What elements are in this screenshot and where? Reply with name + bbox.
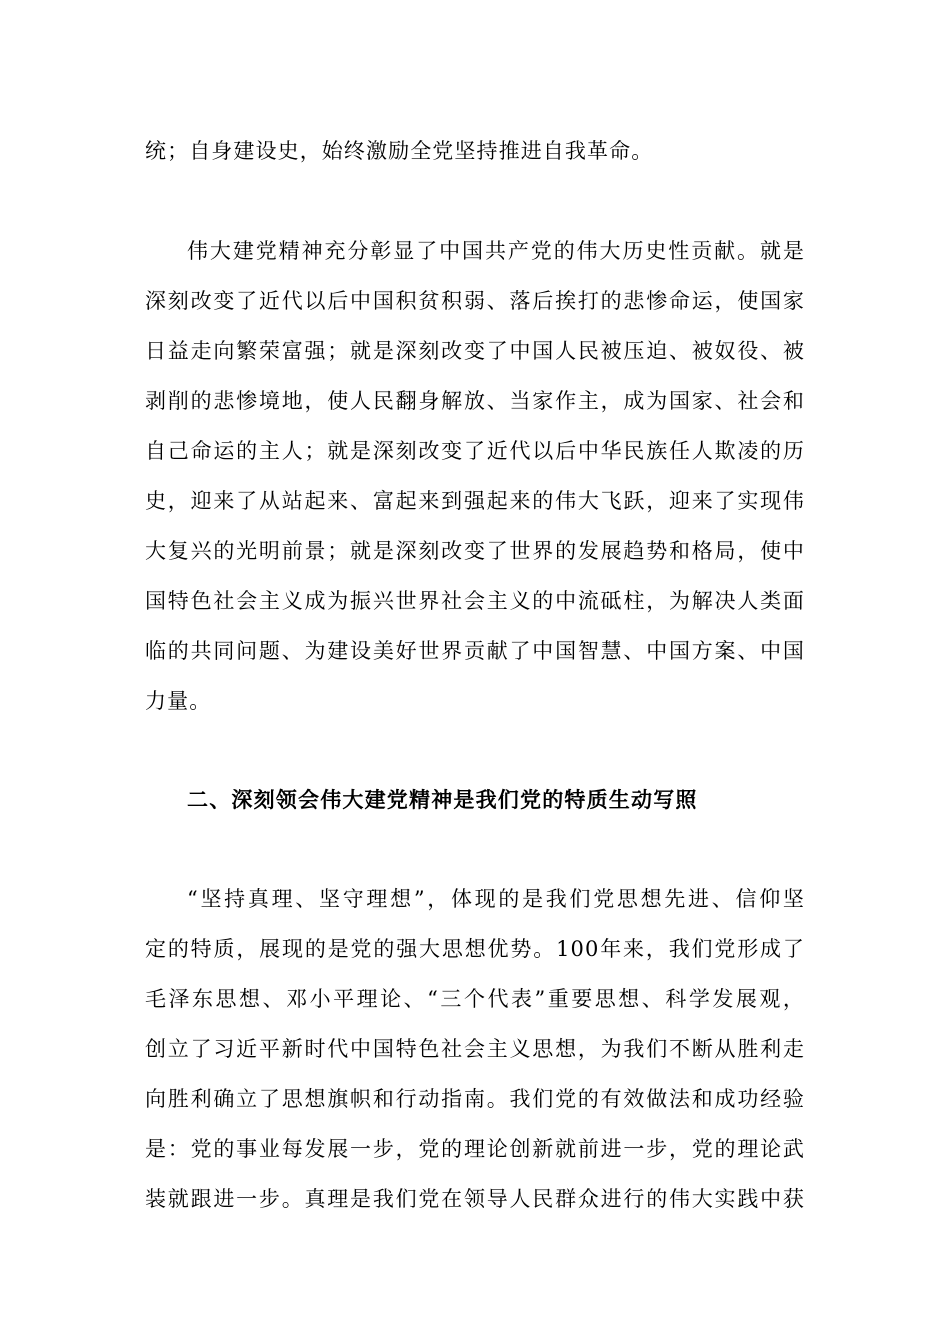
paragraph-1-line: 史，迎来了从站起来、富起来到强起来的伟大飞跃，迎来了实现伟	[145, 489, 805, 513]
paragraph-2-line: 是：党的事业每发展一步，党的理论创新就前进一步，党的理论武	[145, 1137, 805, 1161]
paragraph-2-line: 创立了习近平新时代中国特色社会主义思想，为我们不断从胜利走	[145, 1037, 805, 1061]
paragraph-1-line: 国特色社会主义成为振兴世界社会主义的中流砥柱，为解决人类面	[145, 589, 805, 613]
paragraph-1-line: 日益走向繁荣富强；就是深刻改变了中国人民被压迫、被奴役、被	[145, 339, 805, 363]
paragraph-2-line: 装就跟进一步。真理是我们党在领导人民群众进行的伟大实践中获	[145, 1187, 805, 1211]
paragraph-2-line: 定的特质，展现的是党的强大思想优势。100年来，我们党形成了	[145, 937, 805, 961]
paragraph-2-line: “坚持真理、坚守理想”，体现的是我们党思想先进、信仰坚	[187, 887, 805, 911]
paragraph-1-line: 深刻改变了近代以后中国积贫积弱、落后挨打的悲惨命运，使国家	[145, 289, 805, 313]
paragraph-1-line: 临的共同问题、为建设美好世界贡献了中国智慧、中国方案、中国	[145, 639, 805, 663]
paragraph-1-line: 大复兴的光明前景；就是深刻改变了世界的发展趋势和格局，使中	[145, 539, 805, 563]
paragraph-1-line: 自己命运的主人；就是深刻改变了近代以后中华民族任人欺凌的历	[145, 439, 805, 463]
paragraph-2-line: 毛泽东思想、邓小平理论、“三个代表”重要思想、科学发展观，	[145, 987, 805, 1011]
paragraph-1-line: 伟大建党精神充分彰显了中国共产党的伟大历史性贡献。就是	[187, 239, 805, 263]
section-heading: 二、深刻领会伟大建党精神是我们党的特质生动写照	[187, 787, 698, 812]
paragraph-2-line: 向胜利确立了思想旗帜和行动指南。我们党的有效做法和成功经验	[145, 1087, 805, 1111]
paragraph-1-line: 剥削的悲惨境地，使人民翻身解放、当家作主，成为国家、社会和	[145, 389, 805, 413]
paragraph-1-line: 力量。	[145, 689, 212, 713]
paragraph-0-line: 统；自身建设史，始终激励全党坚持推进自我革命。	[145, 139, 654, 163]
